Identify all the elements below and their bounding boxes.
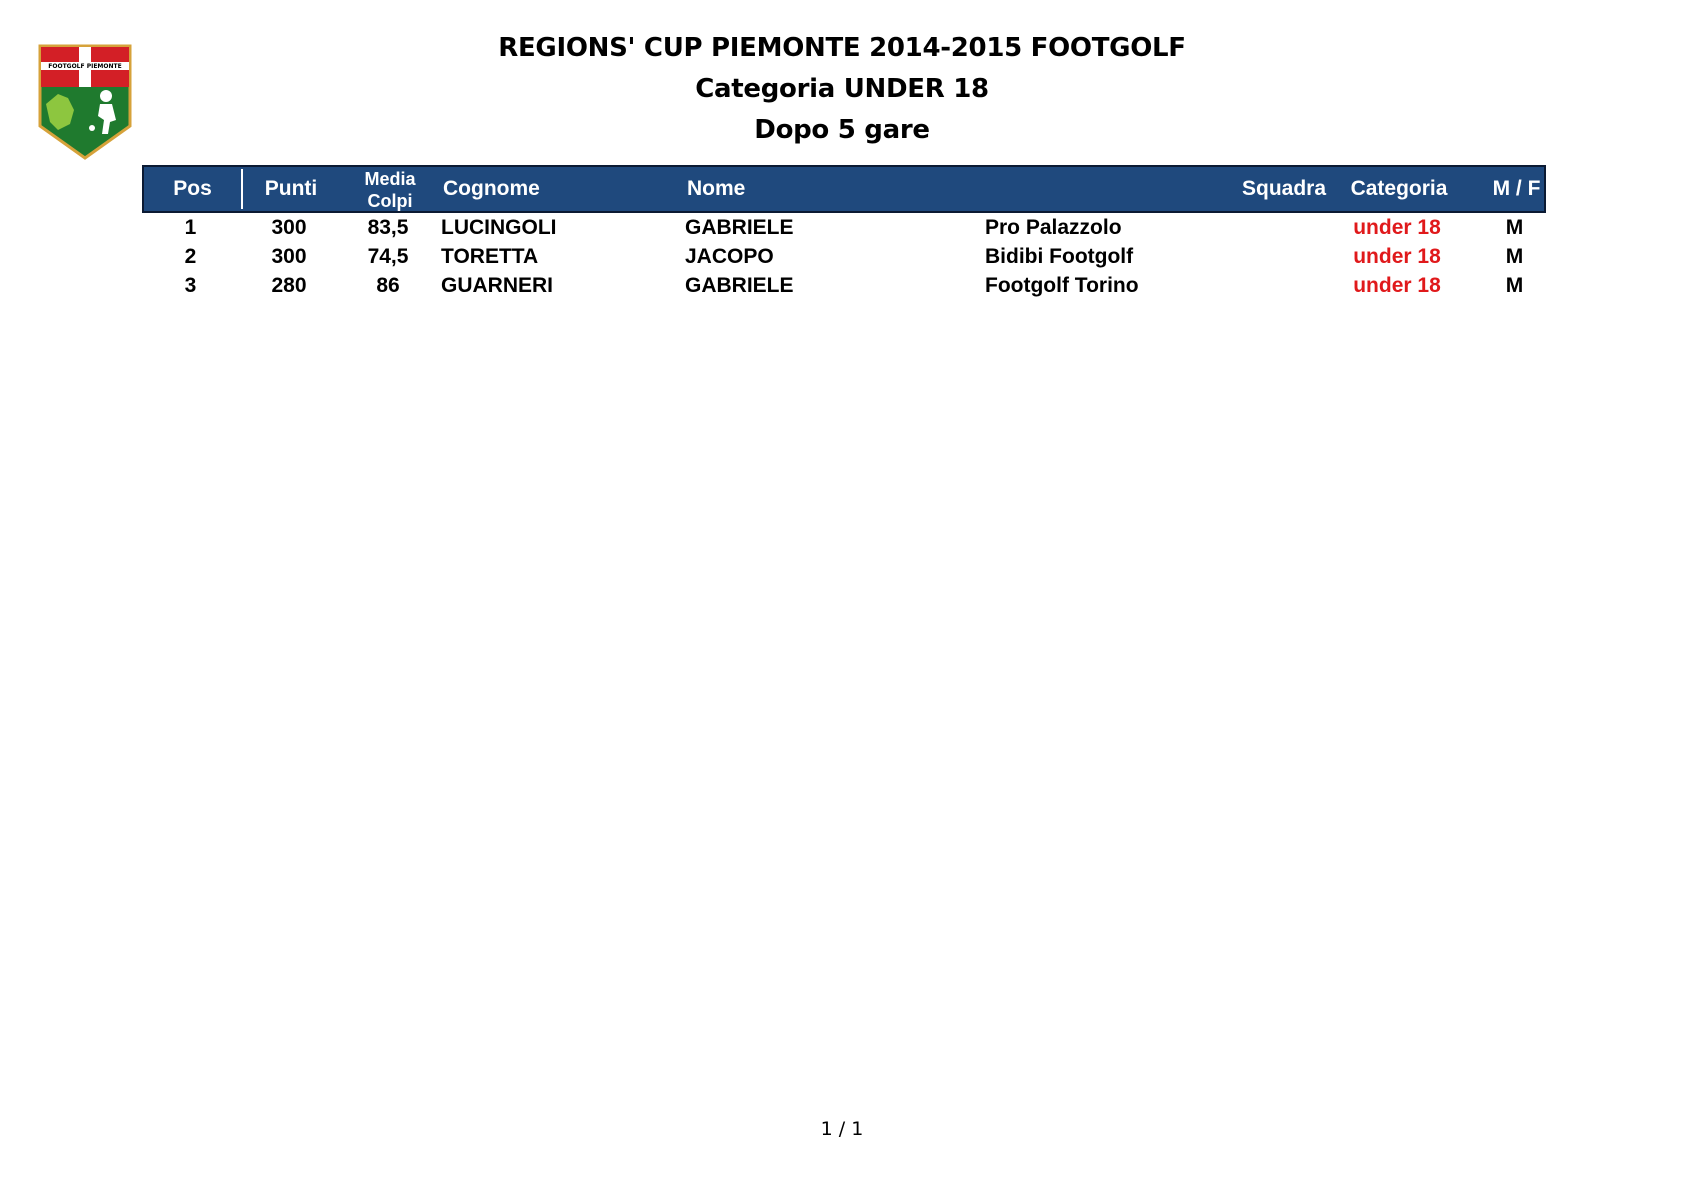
- cell-nome: JACOPO: [685, 245, 774, 268]
- cell-punti: 300: [271, 245, 307, 268]
- cell-punti: 280: [271, 274, 307, 297]
- column-header-nome: Nome: [687, 177, 746, 200]
- page-note: Dopo 5 gare: [754, 115, 930, 145]
- cell-cognome: TORETTA: [441, 245, 539, 268]
- cell-squadra: Bidibi Footgolf: [985, 245, 1134, 268]
- cell-categoria: under 18: [1353, 274, 1441, 297]
- column-header-mf: M / F: [1492, 177, 1541, 200]
- document-title-block: [0, 28, 1684, 151]
- column-header-squadra: Squadra: [1241, 177, 1327, 200]
- crest-text: FOOTGOLF PIEMONTE: [48, 63, 122, 70]
- page-number: 1 / 1: [820, 1118, 864, 1140]
- standings-table: [142, 165, 1546, 300]
- column-header-media-line2: Colpi: [367, 191, 413, 211]
- column-header-pos: Pos: [173, 177, 212, 200]
- table-header: [142, 165, 1546, 213]
- cell-categoria: under 18: [1353, 216, 1441, 239]
- column-header-cognome: Cognome: [443, 177, 540, 200]
- cell-nome: GABRIELE: [685, 274, 794, 297]
- cell-punti: 300: [271, 216, 307, 239]
- cell-media: 86: [376, 274, 400, 297]
- cell-cognome: LUCINGOLI: [441, 216, 557, 239]
- column-header-categoria: Categoria: [1350, 177, 1448, 200]
- column-header-media-colpi: [340, 168, 440, 212]
- column-header-media-line1: Media: [364, 169, 416, 189]
- cell-nome: GABRIELE: [685, 216, 794, 239]
- cell-pos: 2: [184, 245, 197, 268]
- cell-cognome: GUARNERI: [441, 274, 554, 297]
- cell-categoria: under 18: [1353, 245, 1441, 268]
- cell-media: 74,5: [367, 245, 409, 268]
- cell-mf: M: [1505, 274, 1524, 297]
- table-row: [142, 271, 1546, 300]
- cell-mf: M: [1505, 245, 1524, 268]
- table-row: [142, 242, 1546, 271]
- cell-pos: 3: [184, 274, 197, 297]
- page-subtitle: Categoria UNDER 18: [695, 74, 989, 104]
- cell-squadra: Pro Palazzolo: [985, 216, 1122, 239]
- page-title: REGIONS' CUP PIEMONTE 2014-2015 FOOTGOLF: [498, 33, 1186, 63]
- cell-pos: 1: [184, 216, 197, 239]
- column-header-punti: Punti: [264, 177, 318, 200]
- cell-mf: M: [1505, 216, 1524, 239]
- cell-squadra: Footgolf Torino: [985, 274, 1139, 297]
- cell-media: 83,5: [367, 216, 409, 239]
- table-row: [142, 213, 1546, 242]
